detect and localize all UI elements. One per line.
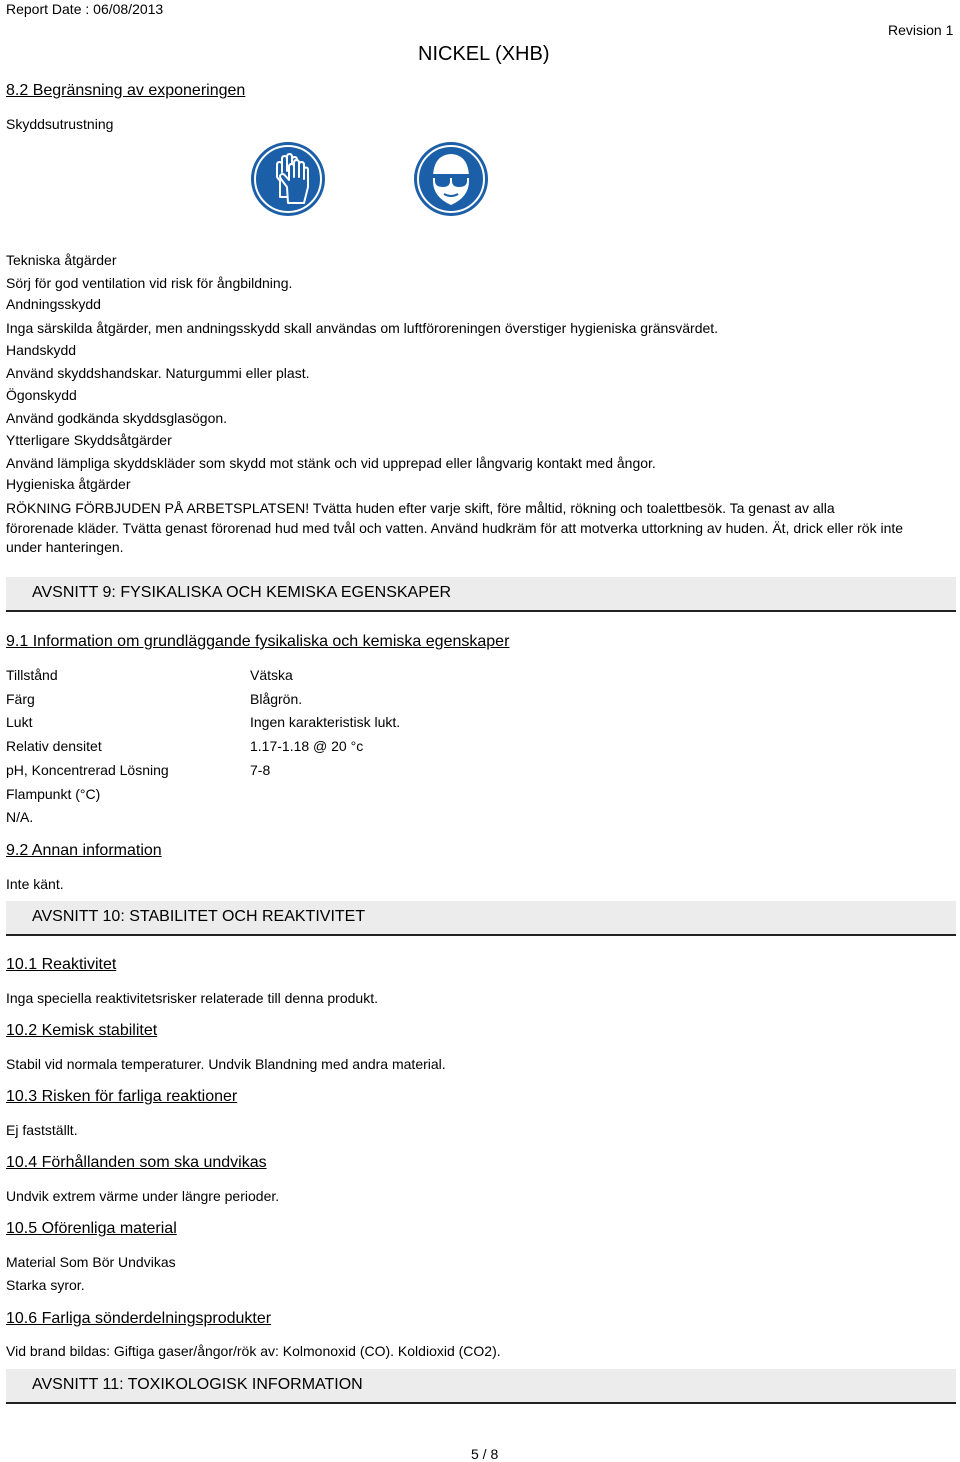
flash-point-value: N/A. [6,809,34,825]
hygiene-label: Hygieniska åtgärder [6,476,131,492]
extra-protection-text: Använd lämpliga skyddskläder som skydd mot stänk och vid upprepad eller långvarig kontakt med ångor. [6,455,656,471]
property-value: 7-8 [250,762,271,778]
respiratory-text: Inga särskilda åtgärder, men andningsskydd skall användas om luftföroreningen överstiger hygieniska gränsvärdet. [6,320,719,336]
section-9-1-heading: 9.1 Information om grundläggande fysikaliska och kemiska egenskaper [6,633,510,650]
flash-point-label: Flampunkt (°C) [6,786,101,802]
section-10-5-text: Starka syror. [6,1277,85,1293]
section-10-3-heading: 10.3 Risken för farliga reaktioner [6,1088,238,1105]
property-value: Blågrön. [250,691,303,707]
section-9-banner [6,577,956,612]
eye-protection-text: Använd godkända skyddsglasögon. [6,410,228,426]
hand-protection-text: Använd skyddshandskar. Naturgummi eller plast. [6,365,310,381]
gloves-icon [250,141,326,217]
section-10-2-heading: 10.2 Kemisk stabilitet [6,1022,158,1039]
section-10-1-text: Inga speciella reaktivitetsrisker relaterade till denna produkt. [6,990,378,1006]
property-value: 1.17-1.18 @ 20 °c [250,738,364,754]
section-8-2-heading: 8.2 Begränsning av exponeringen [6,82,246,99]
section-10-6-heading: 10.6 Farliga sönderdelningsprodukter [6,1310,272,1327]
technical-measures-label: Tekniska åtgärder [6,252,117,268]
section-10-banner [6,901,956,936]
protective-equipment-label: Skyddsutrustning [6,116,114,132]
hygiene-text: RÖKNING FÖRBJUDEN PÅ ARBETSPLATSEN! Tvätta huden efter varje skift, före måltid, rökning och toalettbesök. Ta genast av alla förorenade kläder. Tvätta genast förorenad hud med tvål och vatten. Använd hudkräm för att motverka uttorkning av huden. Ät, drick eller rök inte under hanteringen. [6,500,904,555]
section-11-title: AVSNITT 11: TOXIKOLOGISK INFORMATION [32,1376,363,1393]
section-10-5-label: Material Som Bör Undvikas [6,1254,176,1270]
revision-label: Revision 1 [888,22,954,38]
property-value: Ingen karakteristisk lukt. [250,714,401,730]
eye-protection-label: Ögonskydd [6,387,77,403]
hand-protection-label: Handskydd [6,342,77,358]
section-10-title: AVSNITT 10: STABILITET OCH REAKTIVITET [32,908,366,925]
technical-measures-text: Sörj för god ventilation vid risk för ångbildning. [6,275,293,291]
report-date: Report Date : 06/08/2013 [6,1,164,17]
section-10-6-text: Vid brand bildas: Giftiga gaser/ångor/rök av: Kolmonoxid (CO). Koldioxid (CO2). [6,1343,501,1359]
section-10-1-heading: 10.1 Reaktivitet [6,956,117,973]
safety-goggles-icon [413,141,489,217]
section-10-3-text: Ej fastställt. [6,1122,78,1138]
respiratory-label: Andningsskydd [6,296,101,312]
section-9-2-heading: 9.2 Annan information [6,842,162,859]
document-title: NICKEL (XHB) [418,43,550,65]
section-9-2-text: Inte känt. [6,876,64,892]
property-label: Tillstånd [6,667,58,683]
section-10-4-text: Undvik extrem värme under längre perioder. [6,1188,280,1204]
section-11-banner [6,1369,956,1404]
property-label: Relativ densitet [6,738,102,754]
page-number: 5 / 8 [471,1446,499,1462]
property-label: Lukt [6,714,33,730]
section-9-title: AVSNITT 9: FYSIKALISKA OCH KEMISKA EGENSKAPER [32,584,452,601]
section-10-5-heading: 10.5 Oförenliga material [6,1220,177,1237]
section-10-4-heading: 10.4 Förhållanden som ska undvikas [6,1154,267,1171]
property-label: Färg [6,691,35,707]
extra-protection-label: Ytterligare Skyddsåtgärder [6,432,172,448]
property-value: Vätska [250,667,293,683]
property-label: pH, Koncentrerad Lösning [6,762,169,778]
section-10-2-text: Stabil vid normala temperaturer. Undvik Blandning med andra material. [6,1056,446,1072]
